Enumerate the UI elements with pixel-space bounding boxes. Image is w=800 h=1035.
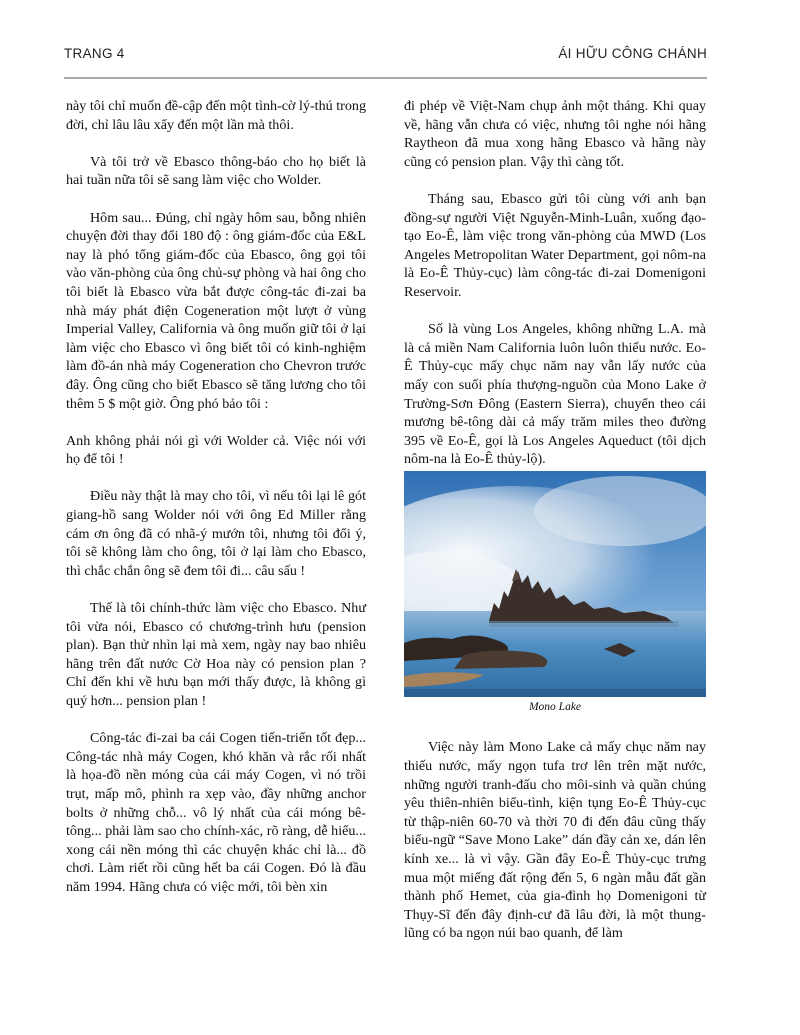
paragraph: Và tôi trở về Ebasco thông-báo cho họ biết là hai tuần nữa tôi sẽ sang làm việc cho Wolder. xyxy=(66,153,366,189)
paragraph: này tôi chỉ muốn đề-cập đến một tình-cờ lý-thú trong đời, chỉ lâu lâu xẩy đến một lần mà thôi. xyxy=(66,98,366,133)
header-divider xyxy=(64,77,707,79)
right-column xyxy=(404,97,706,962)
photo-caption: Mono Lake xyxy=(528,700,582,713)
paragraph: Anh không phải nói gì với Wolder cả. Việc nói với họ để tôi ! xyxy=(66,432,366,468)
mono-lake-photo xyxy=(404,471,706,697)
left-column xyxy=(66,97,366,915)
page-number-label: TRANG 4 xyxy=(64,46,125,61)
paragraph: Tháng sau, Ebasco gửi tôi cùng với anh bạn đồng-sự người Việt Nguyễn-Minh-Luân, xuống đạo-tạo Eo-Ê, làm việc trong văn-phòng của MWD (Los Angeles Metropolitan Water Department, gọi nôm-na là Eo-Ê Thủy-cục) làm công-tác đi-zai Domenigoni Reservoir. xyxy=(404,190,706,300)
paragraph: Công-tác đi-zai ba cái Cogen tiến-triển tốt đẹp... Công-tác nhà máy Cogen, khó khăn và rắc rối nhất là họa-đồ nền móng của cái máy Cogen, vì nó trồi trụt, mấp mô, phình ra xẹp vào, đầy những anchor bolts ở những chỗ... vô lý nhất của cái móng bê-tông... phải làm sao cho chính-xác, rõ ràng, dễ hiểu... xong cái nền móng thì các chuyện khác chỉ là... đồ chơi. Làm riết rồi cũng hết ba cái Cogen. Đó là đầu năm 1994. Hãng chưa có việc mới, tôi bèn xin xyxy=(66,730,366,895)
page-header xyxy=(64,46,707,68)
paragraph: Thế là tôi chính-thức làm việc cho Ebasco. Như tôi vừa nói, Ebasco có chương-trình hưu (pension plan). Bạn thử nhìn lại mà xem, ngày nay bao nhiêu hãng trên đất nước Cờ Hoa này có pension plan ? Chỉ đến khi về hưu bạn mới thấy được, là không gì quý hơn... pension plan ! xyxy=(66,600,366,709)
paragraph: đi phép về Việt-Nam chụp ảnh một tháng. Khi quay về, hãng vẫn chưa có việc, nhưng tôi nghe nói hãng Raytheon đã mua xong hãng Ebasco và hãng này cũng có pension plan. Vậy thì càng tốt. xyxy=(404,98,706,170)
paragraph: Hôm sau... Đúng, chỉ ngày hôm sau, bỗng nhiên chuyện đời thay đổi 180 độ : ông giám-đốc của E&L nay là phó tổng giám-đốc của Ebasco, ông gọi tôi vào văn-phòng của ông chủ-sự phòng và hai ông cho tôi biết là Ebasco vừa bắt được công-tác đi-zai ba nhà máy phát điện Cogeneration một lượt ở vùng Imperial Valley, California và ông muốn giữ tôi ở lại làm việc cho Ebasco vì ông biết tôi có kinh-nghiệm làm đồ-án nhà máy Cogeneration cho Chevron trước đây. Ông cũng cho biết Ebasco sẽ tăng lương cho tôi thêm 5 $ một giờ. Ông phó bảo tôi : xyxy=(66,209,366,412)
paragraph: Số là vùng Los Angeles, không những L.A. mà là cả miền Nam California luôn luôn thiếu nước. Eo-Ê Thủy-cục mấy chục năm nay vẫn lấy nước của mấy con suối phía thượng-nguồn của Mono Lake ở Trường-Sơn Đông (Eastern Sierra), chuyển theo cái mương bê-tông dài cả mấy trăm miles theo đường 395 về Eo-Ê, gọi là Los Angeles Aqueduct (tôi dịch nôm-na là Eo-Ê thủy-lộ). xyxy=(404,321,706,468)
paragraph: Việc này làm Mono Lake cả mấy chục năm nay thiếu nước, mấy ngọn tufa trơ lên trên mặt nước, những người tranh-đấu cho môi-sinh và quần chúng yêu thiên-nhiên biểu-tình, kiện tụng Eo-Ê Thủy-cục từ thập-niên 60-70 và thời 70 đi đến đâu cũng thấy biểu-ngữ “Save Mono Lake” dán đầy cản xe, dán lên kính xe... là vì vậy. Gần đây Eo-Ê Thủy-cục trưng mua một miếng đất rộng đến 5, 6 ngàn mẫu đất gần thành phố Hemet, của gia-đình họ Domenigoni từ Thụy-Sĩ đến đây định-cư đã lâu đời, là một thung-lũng có ba ngọn núi bao quanh, để làm xyxy=(404,739,706,942)
publication-title: ÁI HỮU CÔNG CHÁNH xyxy=(558,46,707,61)
paragraph: Điều này thật là may cho tôi, vì nếu tôi lại lê gót giang-hồ sang Wolder nói với ông Ed Miller rằng cám ơn ông đã có nhã-ý mướn tôi, nhưng tôi đổi ý, tôi sẽ không làm cho ông, tôi ở lại làm cho Ebasco, thì chắc chắn ông sẽ đem tôi đi... câu sấu ! xyxy=(66,488,366,579)
